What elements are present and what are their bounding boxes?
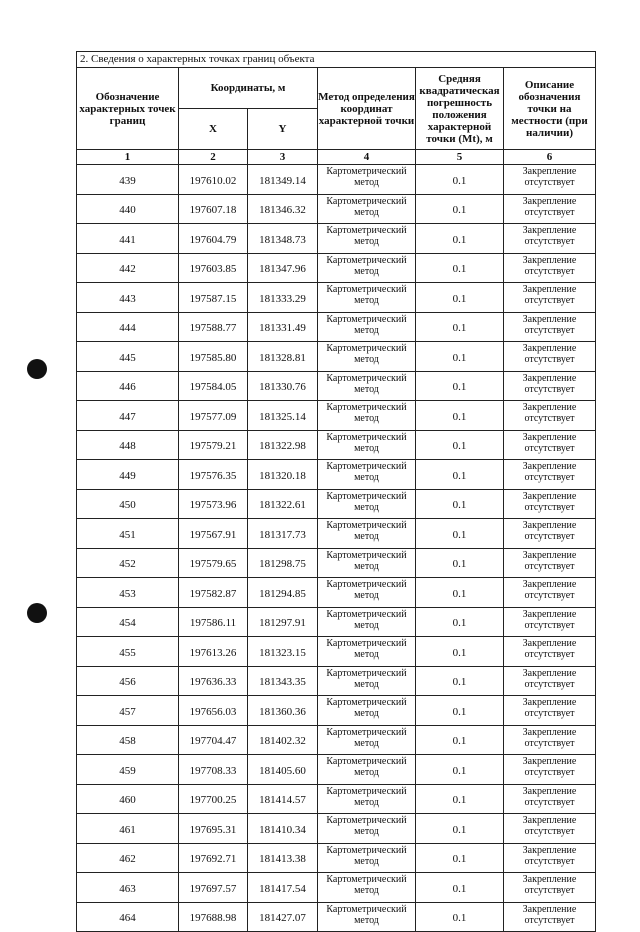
cell-point-id: 447 bbox=[77, 401, 179, 431]
table-row bbox=[77, 253, 596, 283]
cell-y: 181414.57 bbox=[248, 784, 318, 814]
cell-y: 181349.14 bbox=[248, 165, 318, 195]
cell-method: Картометрический метод bbox=[318, 548, 416, 578]
cell-description: Закрепление отсутствует bbox=[504, 283, 596, 313]
cell-x: 197604.79 bbox=[179, 224, 248, 254]
cell-error: 0.1 bbox=[416, 342, 504, 372]
header-error: Средняя квадратическая погрешность положения характерной точки (Mt), м bbox=[416, 68, 504, 150]
cell-error: 0.1 bbox=[416, 460, 504, 490]
cell-point-id: 445 bbox=[77, 342, 179, 372]
cell-method: Картометрический метод bbox=[318, 312, 416, 342]
table-row bbox=[77, 755, 596, 785]
cell-x: 197585.80 bbox=[179, 342, 248, 372]
cell-description: Закрепление отсутствует bbox=[504, 578, 596, 608]
cell-point-id: 455 bbox=[77, 637, 179, 667]
cell-description: Закрепление отсутствует bbox=[504, 460, 596, 490]
cell-x: 197610.02 bbox=[179, 165, 248, 195]
cell-point-id: 451 bbox=[77, 519, 179, 549]
cell-y: 181322.61 bbox=[248, 489, 318, 519]
table-row bbox=[77, 696, 596, 726]
cell-error: 0.1 bbox=[416, 283, 504, 313]
cell-x: 197704.47 bbox=[179, 725, 248, 755]
cell-description: Закрепление отсутствует bbox=[504, 843, 596, 873]
cell-point-id: 453 bbox=[77, 578, 179, 608]
cell-point-id: 452 bbox=[77, 548, 179, 578]
cell-y: 181298.75 bbox=[248, 548, 318, 578]
cell-point-id: 448 bbox=[77, 430, 179, 460]
cell-point-id: 439 bbox=[77, 165, 179, 195]
cell-error: 0.1 bbox=[416, 725, 504, 755]
cell-error: 0.1 bbox=[416, 755, 504, 785]
column-number: 3 bbox=[248, 150, 318, 165]
cell-error: 0.1 bbox=[416, 607, 504, 637]
cell-description: Закрепление отсутствует bbox=[504, 489, 596, 519]
cell-method: Картометрический метод bbox=[318, 843, 416, 873]
cell-description: Закрепление отсутствует bbox=[504, 194, 596, 224]
cell-point-id: 454 bbox=[77, 607, 179, 637]
cell-description: Закрепление отсутствует bbox=[504, 371, 596, 401]
cell-error: 0.1 bbox=[416, 519, 504, 549]
cell-x: 197587.15 bbox=[179, 283, 248, 313]
cell-error: 0.1 bbox=[416, 165, 504, 195]
cell-error: 0.1 bbox=[416, 637, 504, 667]
cell-error: 0.1 bbox=[416, 548, 504, 578]
cell-x: 197577.09 bbox=[179, 401, 248, 431]
cell-method: Картометрический метод bbox=[318, 489, 416, 519]
cell-description: Закрепление отсутствует bbox=[504, 253, 596, 283]
cell-description: Закрепление отсутствует bbox=[504, 342, 596, 372]
cell-description: Закрепление отсутствует bbox=[504, 725, 596, 755]
cell-y: 181346.32 bbox=[248, 194, 318, 224]
cell-description: Закрепление отсутствует bbox=[504, 755, 596, 785]
cell-error: 0.1 bbox=[416, 312, 504, 342]
cell-error: 0.1 bbox=[416, 489, 504, 519]
cell-x: 197692.71 bbox=[179, 843, 248, 873]
header-x: X bbox=[179, 109, 248, 150]
cell-description: Закрепление отсутствует bbox=[504, 666, 596, 696]
table-row bbox=[77, 460, 596, 490]
cell-description: Закрепление отсутствует bbox=[504, 519, 596, 549]
table-row bbox=[77, 342, 596, 372]
column-number: 1 bbox=[77, 150, 179, 165]
table-row bbox=[77, 371, 596, 401]
cell-y: 181320.18 bbox=[248, 460, 318, 490]
cell-description: Закрепление отсутствует bbox=[504, 224, 596, 254]
cell-x: 197588.77 bbox=[179, 312, 248, 342]
cell-method: Картометрический метод bbox=[318, 755, 416, 785]
cell-error: 0.1 bbox=[416, 784, 504, 814]
table-row bbox=[77, 902, 596, 932]
cell-x: 197567.91 bbox=[179, 519, 248, 549]
cell-x: 197636.33 bbox=[179, 666, 248, 696]
cell-y: 181323.15 bbox=[248, 637, 318, 667]
cell-point-id: 464 bbox=[77, 902, 179, 932]
cell-method: Картометрический метод bbox=[318, 224, 416, 254]
cell-x: 197700.25 bbox=[179, 784, 248, 814]
cell-y: 181348.73 bbox=[248, 224, 318, 254]
cell-y: 181317.73 bbox=[248, 519, 318, 549]
cell-x: 197579.65 bbox=[179, 548, 248, 578]
cell-y: 181325.14 bbox=[248, 401, 318, 431]
cell-method: Картометрический метод bbox=[318, 194, 416, 224]
table-row bbox=[77, 194, 596, 224]
cell-point-id: 461 bbox=[77, 814, 179, 844]
cell-method: Картометрический метод bbox=[318, 696, 416, 726]
cell-y: 181331.49 bbox=[248, 312, 318, 342]
cell-description: Закрепление отсутствует bbox=[504, 165, 596, 195]
cell-method: Картометрический метод bbox=[318, 814, 416, 844]
cell-y: 181343.35 bbox=[248, 666, 318, 696]
table-row bbox=[77, 637, 596, 667]
cell-x: 197584.05 bbox=[179, 371, 248, 401]
header-method: Метод определения координат характерной точки bbox=[318, 68, 416, 150]
cell-y: 181417.54 bbox=[248, 873, 318, 903]
cell-point-id: 457 bbox=[77, 696, 179, 726]
cell-point-id: 458 bbox=[77, 725, 179, 755]
cell-y: 181427.07 bbox=[248, 902, 318, 932]
cell-point-id: 446 bbox=[77, 371, 179, 401]
table-row bbox=[77, 666, 596, 696]
cell-y: 181333.29 bbox=[248, 283, 318, 313]
cell-point-id: 442 bbox=[77, 253, 179, 283]
cell-x: 197656.03 bbox=[179, 696, 248, 726]
cell-error: 0.1 bbox=[416, 401, 504, 431]
cell-point-id: 462 bbox=[77, 843, 179, 873]
cell-method: Картометрический метод bbox=[318, 578, 416, 608]
cell-error: 0.1 bbox=[416, 371, 504, 401]
cell-method: Картометрический метод bbox=[318, 283, 416, 313]
cell-point-id: 456 bbox=[77, 666, 179, 696]
table-row bbox=[77, 165, 596, 195]
boundary-points-table bbox=[76, 51, 596, 932]
cell-x: 197708.33 bbox=[179, 755, 248, 785]
cell-point-id: 450 bbox=[77, 489, 179, 519]
column-number: 6 bbox=[504, 150, 596, 165]
cell-y: 181402.32 bbox=[248, 725, 318, 755]
cell-y: 181322.98 bbox=[248, 430, 318, 460]
column-number: 5 bbox=[416, 150, 504, 165]
header-description: Описание обозначения точки на местности (при наличии) bbox=[504, 68, 596, 150]
table-row bbox=[77, 224, 596, 254]
cell-description: Закрепление отсутствует bbox=[504, 430, 596, 460]
table-row bbox=[77, 607, 596, 637]
cell-method: Картометрический метод bbox=[318, 460, 416, 490]
cell-x: 197613.26 bbox=[179, 637, 248, 667]
cell-point-id: 443 bbox=[77, 283, 179, 313]
cell-error: 0.1 bbox=[416, 873, 504, 903]
cell-method: Картометрический метод bbox=[318, 401, 416, 431]
cell-y: 181297.91 bbox=[248, 607, 318, 637]
cell-description: Закрепление отсутствует bbox=[504, 548, 596, 578]
column-number: 2 bbox=[179, 150, 248, 165]
header-y: Y bbox=[248, 109, 318, 150]
cell-description: Закрепление отсутствует bbox=[504, 637, 596, 667]
cell-description: Закрепление отсутствует bbox=[504, 607, 596, 637]
cell-y: 181328.81 bbox=[248, 342, 318, 372]
binder-hole-icon bbox=[27, 603, 47, 623]
cell-x: 197573.96 bbox=[179, 489, 248, 519]
table-row bbox=[77, 283, 596, 313]
table-row bbox=[77, 312, 596, 342]
cell-point-id: 444 bbox=[77, 312, 179, 342]
table-row bbox=[77, 401, 596, 431]
table-row bbox=[77, 578, 596, 608]
header-point-id: Обозначение характерных точек границ bbox=[77, 68, 179, 150]
cell-error: 0.1 bbox=[416, 843, 504, 873]
cell-description: Закрепление отсутствует bbox=[504, 784, 596, 814]
cell-method: Картометрический метод bbox=[318, 637, 416, 667]
cell-method: Картометрический метод bbox=[318, 371, 416, 401]
cell-method: Картометрический метод bbox=[318, 519, 416, 549]
cell-point-id: 440 bbox=[77, 194, 179, 224]
header-coordinates: Координаты, м bbox=[179, 68, 318, 109]
cell-y: 181405.60 bbox=[248, 755, 318, 785]
cell-description: Закрепление отсутствует bbox=[504, 696, 596, 726]
cell-method: Картометрический метод bbox=[318, 902, 416, 932]
cell-x: 197603.85 bbox=[179, 253, 248, 283]
table-row bbox=[77, 784, 596, 814]
binder-hole-icon bbox=[27, 359, 47, 379]
cell-description: Закрепление отсутствует bbox=[504, 312, 596, 342]
cell-method: Картометрический метод bbox=[318, 430, 416, 460]
cell-y: 181410.34 bbox=[248, 814, 318, 844]
table-body bbox=[77, 165, 596, 932]
cell-point-id: 449 bbox=[77, 460, 179, 490]
cell-error: 0.1 bbox=[416, 578, 504, 608]
table-row bbox=[77, 725, 596, 755]
cell-point-id: 441 bbox=[77, 224, 179, 254]
cell-x: 197697.57 bbox=[179, 873, 248, 903]
cell-error: 0.1 bbox=[416, 696, 504, 726]
cell-method: Картометрический метод bbox=[318, 342, 416, 372]
cell-x: 197688.98 bbox=[179, 902, 248, 932]
table-row bbox=[77, 519, 596, 549]
cell-y: 181360.36 bbox=[248, 696, 318, 726]
cell-error: 0.1 bbox=[416, 666, 504, 696]
cell-error: 0.1 bbox=[416, 224, 504, 254]
cell-method: Картометрический метод bbox=[318, 607, 416, 637]
cell-description: Закрепление отсутствует bbox=[504, 401, 596, 431]
cell-method: Картометрический метод bbox=[318, 873, 416, 903]
cell-error: 0.1 bbox=[416, 814, 504, 844]
cell-y: 181294.85 bbox=[248, 578, 318, 608]
column-number: 4 bbox=[318, 150, 416, 165]
cell-description: Закрепление отсутствует bbox=[504, 814, 596, 844]
table-row bbox=[77, 548, 596, 578]
cell-error: 0.1 bbox=[416, 194, 504, 224]
cell-x: 197576.35 bbox=[179, 460, 248, 490]
table-row bbox=[77, 873, 596, 903]
cell-point-id: 459 bbox=[77, 755, 179, 785]
cell-error: 0.1 bbox=[416, 902, 504, 932]
cell-x: 197579.21 bbox=[179, 430, 248, 460]
cell-description: Закрепление отсутствует bbox=[504, 873, 596, 903]
cell-description: Закрепление отсутствует bbox=[504, 902, 596, 932]
table-row bbox=[77, 489, 596, 519]
cell-point-id: 460 bbox=[77, 784, 179, 814]
table-row bbox=[77, 814, 596, 844]
cell-point-id: 463 bbox=[77, 873, 179, 903]
cell-y: 181330.76 bbox=[248, 371, 318, 401]
cell-method: Картометрический метод bbox=[318, 666, 416, 696]
cell-x: 197607.18 bbox=[179, 194, 248, 224]
cell-x: 197582.87 bbox=[179, 578, 248, 608]
cell-error: 0.1 bbox=[416, 253, 504, 283]
section-title: 2. Сведения о характерных точках границ объекта bbox=[77, 52, 596, 68]
cell-x: 197695.31 bbox=[179, 814, 248, 844]
column-number-row bbox=[77, 150, 596, 165]
cell-y: 181413.38 bbox=[248, 843, 318, 873]
cell-y: 181347.96 bbox=[248, 253, 318, 283]
table-row bbox=[77, 430, 596, 460]
table-row bbox=[77, 843, 596, 873]
cell-method: Картометрический метод bbox=[318, 253, 416, 283]
cell-x: 197586.11 bbox=[179, 607, 248, 637]
cell-method: Картометрический метод bbox=[318, 784, 416, 814]
cell-method: Картометрический метод bbox=[318, 165, 416, 195]
cell-method: Картометрический метод bbox=[318, 725, 416, 755]
cell-error: 0.1 bbox=[416, 430, 504, 460]
